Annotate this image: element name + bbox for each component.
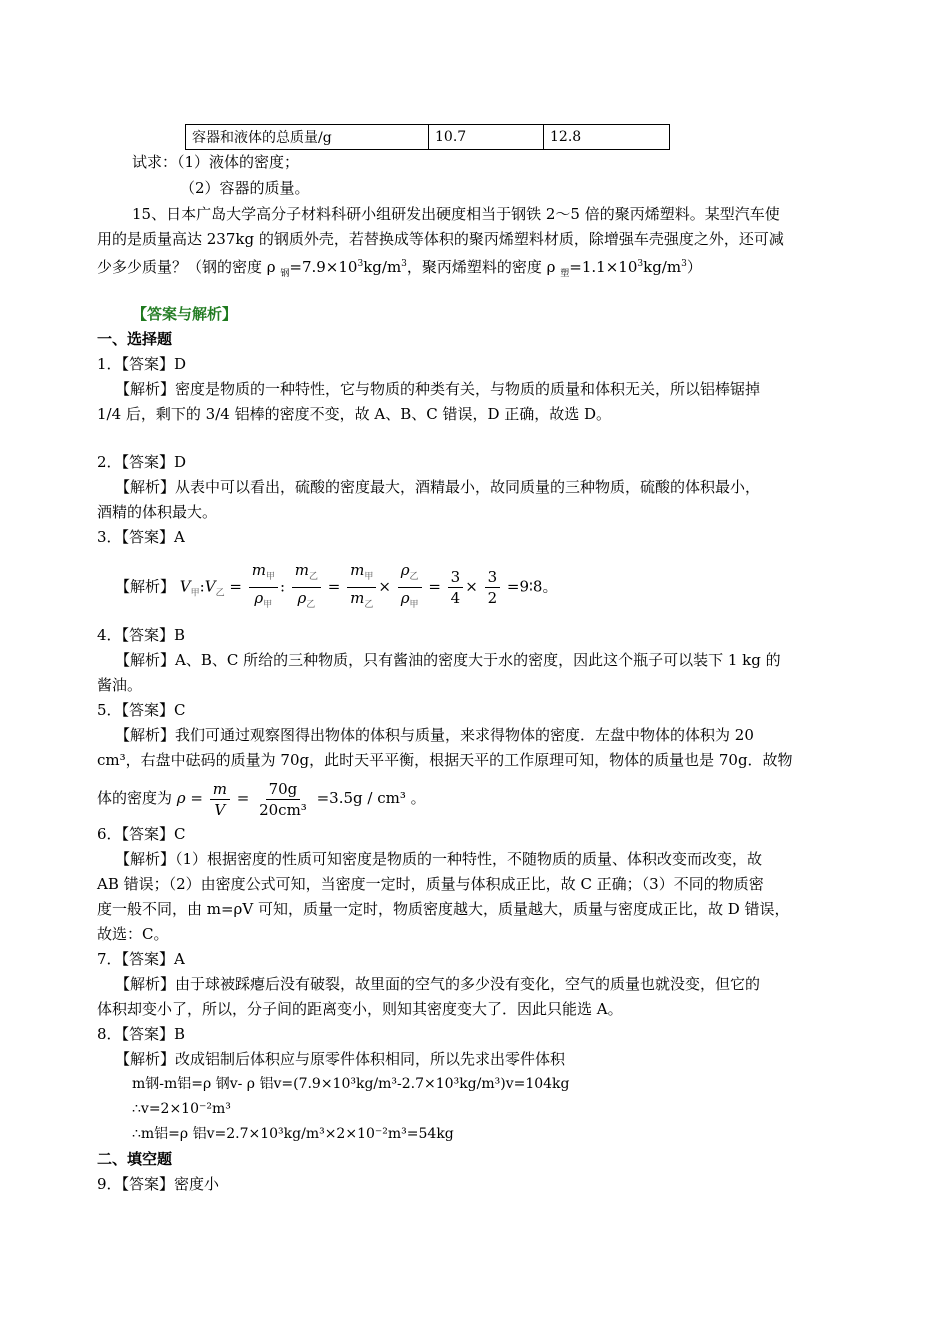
- formula-V: V: [204, 577, 216, 596]
- answers-heading: 【答案与解析】: [132, 305, 238, 323]
- q15-sup: 3: [357, 259, 364, 269]
- fraction-num: 3: [448, 567, 464, 588]
- explain-6-l1: 【解析】（1）根据密度的性质可知密度是物质的一种特性，不随物质的质量、体积改变而改变，故: [115, 850, 763, 868]
- answer-3: 3．【答案】A: [97, 528, 185, 546]
- explain-7-l1: 【解析】由于球被踩瘪后没有破裂，故里面的空气的多少没有变化，空气的质量也就没变，但它的: [115, 975, 761, 993]
- q14-part2: （2）容器的质量。: [180, 179, 310, 197]
- fraction-den: 20cm³: [259, 800, 307, 819]
- explain-5-l2: cm³，右盘中砝码的质量为 70g，此时天平平衡，根据天平的工作原理可知，物体的质量也是 70g．故物: [97, 751, 793, 769]
- section-fill: 二、填空题: [97, 1150, 173, 1168]
- q14-intro: 试求：（1）液体的密度；: [132, 153, 300, 171]
- explain-8-l4: ∴m铝=ρ 铝v=2.7×10³kg/m³×2×10⁻²m³=54kg: [132, 1126, 454, 1142]
- formula-m: m: [350, 589, 365, 607]
- explain-8-l3: ∴v=2×10⁻²m³: [132, 1101, 231, 1117]
- explain-6-l4: 故选：C。: [97, 925, 169, 943]
- q15-text: =7.9×10: [289, 258, 358, 276]
- formula-sub: 甲: [364, 572, 374, 582]
- formula-sub: 甲: [265, 572, 275, 582]
- formula-sub: 乙: [306, 600, 316, 610]
- explain-7-l2: 体积却变小了，所以，分子间的距离变小，则知其密度变大了．因此只能选 A。: [97, 1000, 623, 1018]
- explain-8-l1: 【解析】改成铝制后体积应与原零件体积相同，所以先求出零件体积: [115, 1050, 566, 1068]
- formula-m: m: [350, 561, 365, 579]
- explain-4-l2: 酱油。: [97, 676, 143, 694]
- explain-1-l2: 1/4 后，剩下的 3/4 铝棒的密度不变，故 A、B、C 错误，D 正确，故选 D。: [97, 405, 612, 423]
- fraction-den: 2: [487, 589, 498, 607]
- answer-6: 6．【答案】C: [97, 825, 186, 843]
- fraction-den: 4: [450, 589, 461, 607]
- q15-text: kg/m: [363, 258, 402, 276]
- answer-2: 2．【答案】D: [97, 453, 187, 471]
- answer-4: 4．【答案】B: [97, 626, 186, 644]
- q15-text: 少多少质量？（钢的密度 ρ: [97, 258, 281, 276]
- fraction-den: V: [214, 800, 226, 819]
- explain-6-l3: 度一般不同，由 m=ρV 可知，质量一定时，物质密度越大，质量越大，质量与密度成正比，故 D 错误，: [97, 900, 790, 918]
- fraction: [249, 560, 278, 615]
- formula-sub: 乙: [409, 572, 419, 582]
- table-cell-value: 10.7: [429, 125, 544, 150]
- q15-sup: 3: [637, 259, 644, 269]
- formula-m: m: [251, 561, 266, 579]
- formula-rho: ρ: [297, 589, 307, 607]
- formula-m: m: [294, 561, 309, 579]
- explain-3: 【解析】 $V_甲:V_乙$ = $\frac{m_甲}{\rho_甲}$ : $\frac{m_乙}{\rho_乙}$ = $\frac{m_甲}{m_乙}$ × $\frac{\rho_乙}{\rho_甲}$ = $\frac{3}{4}$ × $\frac{3}{2}$ =9∶8。: [115, 560, 853, 616]
- formula-rho: ρ: [254, 589, 264, 607]
- fraction: [448, 567, 464, 608]
- q15-line3: [97, 252, 853, 287]
- formula-rho: ρ: [400, 561, 410, 579]
- formula-rho: ρ: [400, 589, 410, 607]
- fraction: [292, 560, 321, 615]
- q15-sup: 3: [401, 259, 407, 269]
- q15-sub: 塑: [560, 269, 570, 279]
- answer-8: 8．【答案】B: [97, 1025, 186, 1043]
- explain-4-l1: 【解析】A、B、C 所给的三种物质，只有酱油的密度大于水的密度，因此这个瓶子可以装下 1 kg 的: [115, 651, 781, 669]
- explain-5-result: =3.5g / cm³ 。: [316, 789, 426, 807]
- q15-sup: 3: [681, 259, 687, 269]
- fraction: [210, 779, 230, 820]
- explain-5-l1: 【解析】我们可通过观察图得出物体的体积与质量，来求得物体的密度．左盘中物体的体积为 20: [115, 726, 754, 744]
- explain-5-text: 体的密度为: [97, 789, 173, 807]
- data-table: [185, 124, 670, 150]
- q15-text: ，聚丙烯塑料的密度 ρ: [406, 258, 561, 276]
- explain-6-l2: AB 错误；（2）由密度公式可知，当密度一定时，质量与体积成正比，故 C 正确；（3）不同的物质密: [97, 875, 764, 893]
- explain-5-l3: 体的密度为 ρ = $\frac{m}{V}$ = $\frac{70g}{\text{20cm³}}$ =3.5g / cm³ 。: [97, 779, 426, 819]
- fraction: [256, 779, 310, 820]
- explain-1-l1: 【解析】密度是物质的一种特性，它与物质的种类有关，与物质的质量和体积无关，所以铝棒锯掉: [115, 380, 761, 398]
- fraction-num: m: [210, 779, 230, 800]
- table-cell-label: 容器和液体的总质量/g: [186, 125, 429, 150]
- fraction-num: 70g: [266, 779, 301, 800]
- explain-3-label: 【解析】: [115, 577, 176, 596]
- formula-sub: 甲: [190, 588, 200, 599]
- q15-line1: 15、日本广岛大学高分子材料科研小组研发出硬度相当于钢铁 2～5 倍的聚丙烯塑料。某型汽车使: [132, 205, 780, 223]
- answer-5: 5．【答案】C: [97, 701, 186, 719]
- fraction-num: 3: [485, 567, 501, 588]
- formula-sub: 乙: [309, 572, 319, 582]
- q15-text: ）: [686, 258, 702, 276]
- formula-sub: 甲: [263, 600, 273, 610]
- q15-text: =1.1×10: [569, 258, 638, 276]
- answer-1: 1．【答案】D: [97, 355, 187, 373]
- q15-line2: 用的是质量高达 237kg 的钢质外壳，若替换成等体积的聚丙烯塑料材质，除增强车壳强度之外，还可减: [97, 230, 784, 248]
- formula-sub: 乙: [364, 600, 374, 610]
- formula-sub: 乙: [215, 588, 225, 599]
- q15-sub: 钢: [280, 269, 290, 279]
- table-cell-value: 12.8: [544, 125, 670, 150]
- explain-2-l2: 酒精的体积最大。: [97, 503, 218, 521]
- fraction: [347, 560, 376, 615]
- q15-text: kg/m: [643, 258, 682, 276]
- explain-8-l2: m钢-m铝=ρ 钢v- ρ 铝v=(7.9×10³kg/m³-2.7×10³kg/m³)v=104kg: [132, 1076, 570, 1092]
- formula-V: V: [179, 577, 191, 596]
- explain-3-result: =9∶8。: [506, 577, 558, 596]
- answer-7: 7．【答案】A: [97, 950, 185, 968]
- formula-rho: ρ: [176, 789, 186, 807]
- fraction: [398, 560, 422, 615]
- fraction: [485, 567, 501, 608]
- formula-sub: 甲: [409, 600, 419, 610]
- section-choice: 一、选择题: [97, 330, 173, 348]
- explain-2-l1: 【解析】从表中可以看出，硫酸的密度最大，酒精最小，故同质量的三种物质，硫酸的体积最小，: [115, 478, 761, 496]
- table-row: [186, 125, 670, 150]
- answer-9: 9．【答案】密度小: [97, 1175, 220, 1193]
